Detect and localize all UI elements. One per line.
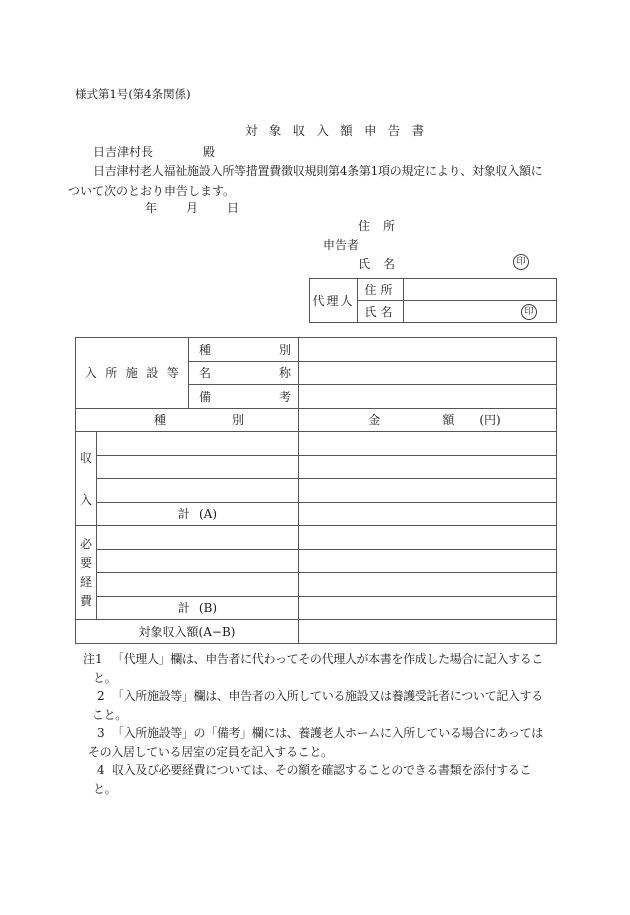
agent-address-label: 住所 [358,279,404,301]
note-number: 4 [97,763,105,778]
form-title: 対象収入額申告書 [245,123,436,138]
date-line [145,199,239,216]
declarant-seal-icon: 印 [513,254,529,270]
facility-name-value-cell [299,361,557,385]
amount-header-row [76,408,557,432]
income-row-1 [76,432,557,456]
expense-row-2 [76,549,557,573]
income-type-cell [97,432,299,456]
note-number: 2 [97,689,105,704]
income-amount-cell [299,432,557,456]
honorific-label: 殿 [203,145,216,159]
month-label: 月 [186,201,199,215]
target-income-label: 対象収入額(A−B) [76,620,299,644]
expense-section-label: 必 要 経 費 [76,526,97,620]
income-type-cell [97,479,299,503]
note-number: 注1 [83,652,103,666]
income-declaration-table [75,337,557,644]
income-total-label: 計 (A) [97,502,299,526]
form-number: 様式第1号(第4条関係) [75,87,191,101]
expense-amount-cell [299,549,557,573]
facility-type-row [76,338,557,362]
income-total-row [76,502,557,526]
note-number: 3 [97,726,105,741]
facility-remarks-value-cell [299,385,557,409]
expense-amount-cell [299,573,557,597]
expense-total-amount-cell [299,596,557,620]
target-income-row [76,620,557,644]
target-income-amount-cell [299,620,557,644]
type-column-header: 種 別 [76,408,299,432]
day-label: 日 [227,201,240,215]
income-total-amount-cell [299,502,557,526]
expense-total-row [76,596,557,620]
note-line: 2 「入所施設等」欄は、申告者の入所している施設又は養護受託者について記入する [97,689,543,704]
declarant-label: 申告者 [323,238,360,252]
expense-type-cell [97,526,299,550]
note-line: こと。 [92,707,127,722]
note-line: と。 [93,670,117,685]
expense-amount-cell [299,526,557,550]
body-text-line-2: ついて次のとおり申告します。 [68,184,236,198]
agent-address-value-cell [404,279,557,301]
facility-type-value-cell [299,338,557,362]
amount-column-header: 金 額 (円) [299,408,557,432]
notes-section [0,650,630,799]
agent-label: 代理人 [310,279,358,323]
income-amount-cell [299,455,557,479]
facility-section-label: 入所施設等 [76,338,189,409]
income-row-2 [76,455,557,479]
agent-address-row [310,279,557,301]
declarant-address-label: 住所 [358,219,409,233]
facility-name-label: 名 称 [189,361,299,385]
agent-seal-icon: 印 [521,304,537,320]
addressee-line [93,143,215,160]
body-text-line-1: 日吉津村老人福祉施設入所等措置費徴収規則第4条第1項の規定により、対象収入額に [93,164,543,178]
expense-row-3 [76,573,557,597]
note-line: 注1 「代理人」欄は、申告者に代わってその代理人が本書を作成した場合に記入するこ [83,652,543,666]
expense-row-1 [76,526,557,550]
year-label: 年 [145,201,158,215]
note-line: と。 [93,781,117,796]
agent-name-value-cell [404,301,557,323]
income-row-3 [76,479,557,503]
income-section-label: 収 入 [76,432,97,526]
agent-name-label: 氏名 [358,301,404,323]
note-line: その入居している居室の定員を記入すること。 [88,744,333,759]
agent-table [309,278,557,323]
facility-type-label: 種 別 [189,338,299,362]
declarant-name-label: 氏名 [358,257,409,271]
note-line: 3 「入所施設等」の「備考」欄には、養護老人ホームに入所している場合にあっては [97,726,543,741]
expense-type-cell [97,549,299,573]
expense-total-label: 計 (B) [97,596,299,620]
facility-remarks-label: 備 考 [189,385,299,409]
income-type-cell [97,455,299,479]
addressee-name: 日吉津村長 [93,145,154,159]
note-line: 4 収入及び必要経費については、その額を確認することのできる書類を添付するこ [97,763,532,778]
income-amount-cell [299,479,557,503]
expense-type-cell [97,573,299,597]
